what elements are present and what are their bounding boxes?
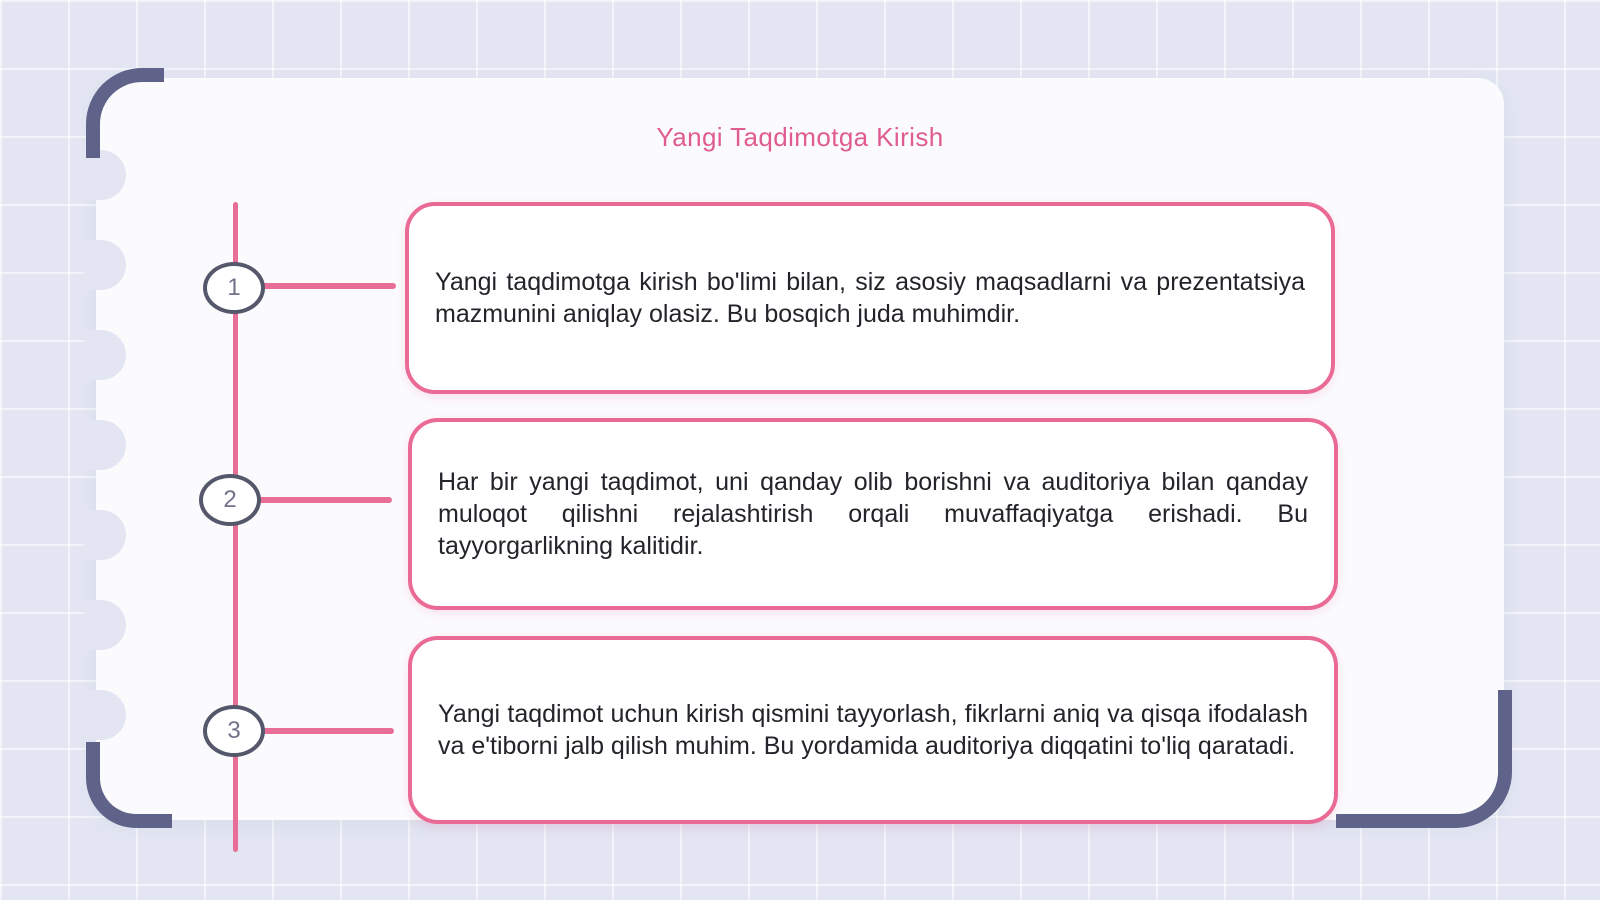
step-connector <box>258 497 392 503</box>
step-text: Yangi taqdimotga kirish bo'limi bilan, siz asosiy maqsadlarni va prezentatsiya mazmunini aniqlay olasiz. Bu bosqich juda muhimdir. <box>435 268 1305 328</box>
step-number-badge: 3 <box>203 705 265 757</box>
step-number-badge: 2 <box>199 474 261 526</box>
corner-bracket-bottom-left <box>86 742 172 828</box>
step-number-badge: 1 <box>203 262 265 314</box>
slide-title: Yangi Taqdimotga Kirish <box>656 122 944 152</box>
step-card <box>405 202 1335 394</box>
step-connector <box>262 728 394 734</box>
corner-bracket-bottom-right <box>1336 690 1512 828</box>
step-connector <box>262 283 396 289</box>
step-text: Har bir yangi taqdimot, uni qanday olib borishni va auditoriya bilan qanday muloqot qilishni rejalashtirish orqali muvaffaqiyatga erishadi. Bu tayyorgarlikning kalitidir. <box>438 468 1308 560</box>
step-text: Yangi taqdimot uchun kirish qismini tayyorlash, fikrlarni aniq va qisqa ifodalash va e'tiborni jalb qilish muhim. Bu yordamida auditoriya diqqatini to'liq qaratadi. <box>438 700 1308 760</box>
step-card <box>408 418 1338 610</box>
step-card <box>408 636 1338 824</box>
